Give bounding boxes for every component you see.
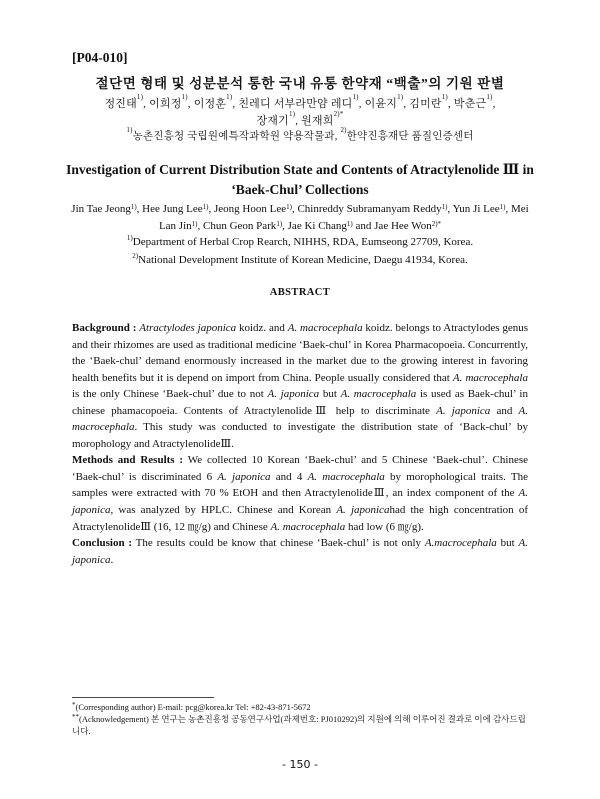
- abstract-text: We collected 10 Korean ‘Baek-chul’ and 5 Chinese ‘Baek-chul’. Chinese ‘Baek-chul’ is discriminated 6: [72, 454, 528, 483]
- section-label: Conclusion :: [72, 537, 133, 550]
- species-name: A. japonica: [336, 504, 390, 517]
- english-affiliation-1: [60, 236, 540, 248]
- section-label: Background :: [72, 322, 137, 334]
- footnote-text: (Acknowledgement) 본 연구는 농촌진흥청 공동연구사업(과제번호: PJ010292)의 지원에 의해 이루어진 결과로 이에 감사드립니다.: [72, 714, 526, 736]
- english-title-line: Investigation of Current Distribution State and Contents of Atractylenolide Ⅲ in: [66, 162, 534, 177]
- author-name: Hee Jung Lee: [142, 203, 203, 215]
- english-affiliation-2: [60, 254, 540, 266]
- footnote-divider: [72, 697, 214, 698]
- author-affiliation-marker: 1): [276, 220, 283, 228]
- species-name: Atractylodes japonica: [139, 322, 237, 334]
- affiliation-text: Department of Herbal Crop Rearch, NIHHS, RDA, Eumseong 27709, Korea.: [132, 236, 474, 248]
- species-name: A. japonica: [72, 537, 528, 566]
- author-affiliation-marker: 1): [286, 203, 292, 211]
- abstract-text: is used as Baek-chul’ in chinese phamacopoeia. Contents of AtractylenolideⅢ help to discriminate: [72, 388, 528, 417]
- abstract-text: had the high concentration of AtractylenolideⅢ (16, 12 ㎎/g) and Chinese: [72, 504, 529, 533]
- species-name: A.macrocephala: [424, 537, 497, 550]
- species-name: A. japonica: [436, 404, 491, 417]
- author-name: 원재희: [301, 115, 334, 127]
- page-number: - 150 -: [282, 758, 318, 771]
- korean-title: 절단면 형태 및 성분분석 통한 국내 유통 한약재 “백출”의 기원 판별: [95, 76, 505, 91]
- author-affiliation-marker: 1): [441, 203, 448, 211]
- affiliation-marker: 1): [126, 234, 133, 242]
- author-affiliation-marker: 1): [352, 93, 359, 101]
- author-name: 이희정: [149, 98, 182, 110]
- abstract-text: by morophological traits. The samples were extracted with 70 % EtOH and then AtractylenolideⅢ, an index component of the: [72, 470, 528, 500]
- abstract-text: koidz. belongs to Atractylodes genus and their rhizomes are used as traditional medicine ‘Baek-chul’ in Korea Pharmacopoeia. Concurrently, the ‘Baek-chul’ demand enormously increased in the market due to the growing interest in favoring health benefits but it is depend on import from China. People usually considered that: [72, 322, 528, 384]
- species-name: A. macrocephala: [452, 371, 528, 384]
- affiliation-marker: 2): [340, 126, 347, 134]
- section-label: Methods and Results :: [72, 454, 184, 467]
- author-name: Jin Tae Jeong: [71, 203, 131, 215]
- species-name: A. japonica: [217, 470, 271, 483]
- english-title: [60, 160, 540, 200]
- footnote-marker: **: [72, 713, 79, 721]
- abstract-text: and: [490, 404, 519, 417]
- abstract-text: is the only Chinese ‘Baek-chul’ due to not: [72, 388, 268, 401]
- author-affiliation-marker: 1): [499, 203, 506, 211]
- abstract-text: koidz. and: [236, 322, 288, 334]
- author-name: Mei Lan Jin: [158, 203, 529, 232]
- species-name: A. macrocephala: [270, 520, 346, 533]
- author-affiliation-marker: 1): [397, 93, 404, 101]
- author-affiliation-marker: 1): [346, 220, 353, 228]
- species-name: A. japonica: [72, 487, 528, 517]
- abstract-text: The results could be know that chinese ‘Baek-chul’ is not only: [132, 537, 425, 550]
- author-affiliation-marker: 2)*: [333, 110, 344, 118]
- author-affiliation-marker: 1): [202, 203, 209, 211]
- species-name: A. macrocephala: [287, 322, 363, 334]
- footnote-text: (Corresponding author) E-mail: pcg@korea.kr Tel: +82-43-871-5672: [75, 702, 311, 712]
- footnote-marker: *: [72, 701, 76, 709]
- background-paragraph: [72, 320, 528, 452]
- author-name: 친레디 서부라만얌 레디: [238, 98, 353, 110]
- author-affiliation-marker: 2)*: [431, 220, 442, 228]
- abstract-text: and 4: [270, 470, 308, 483]
- author-name: Chinreddy Subramanyam Reddy: [297, 203, 442, 215]
- abstract-heading: ABSTRACT: [269, 287, 331, 298]
- abstract-text: but: [319, 388, 341, 401]
- author-affiliation-marker: 1): [130, 203, 137, 211]
- author-name: Jae Ki Chang: [287, 220, 347, 232]
- author-name: Chun Geon Park: [202, 220, 277, 232]
- english-authors: Jin Tae Jeong$^{1)}$, Hee Jung Lee$^{1)}$, Jeong Hoon Lee$^{1)}$, Chinreddy Subramanyam Reddy$^{1)}$, Yun Ji Lee$^{1)}$, Mei Lan Jin$^{1)}$, Chun Geon Park$^{1)}$, Jae Ki Chang$^{1)}$ and Jae Hee Won$^{2)*}$: [71, 203, 529, 232]
- author-name: 장재기: [256, 115, 289, 127]
- author-affiliation-marker: 1): [226, 93, 233, 101]
- author-name: Jeong Hoon Lee: [214, 203, 287, 215]
- abstract-text: but: [496, 537, 519, 550]
- author-name: 이윤지: [364, 98, 398, 110]
- author-name: 김미란: [409, 98, 442, 110]
- author-name: 박춘근: [453, 98, 487, 110]
- affiliation-text: 농촌진흥청 국립원예특작과학원 약용작물과,: [132, 131, 338, 142]
- author-affiliation-marker: 1): [191, 220, 198, 228]
- author-name: 이정훈: [193, 98, 227, 110]
- author-affiliation-marker: 1): [486, 93, 493, 101]
- abstract-text: . This study was conducted to investigate the distribution state of ‘Back-chul’ by morophology and AtractylenolideⅢ.: [72, 421, 528, 450]
- methods-paragraph: [72, 452, 528, 535]
- author-affiliation-marker: 1): [441, 93, 448, 101]
- affiliation-text: National Development Institute of Korean Medicine, Daegu 41934, Korea.: [138, 254, 468, 266]
- abstract-text: , was analyzed by HPLC. Chinese and Korean: [110, 504, 337, 517]
- affiliation-marker: 2): [132, 252, 139, 260]
- english-title-line: ‘Baek-Chul’ Collections: [231, 182, 369, 197]
- abstract-text: had low (6 ㎎/g).: [345, 520, 424, 533]
- author-affiliation-marker: 1): [136, 93, 144, 101]
- author-name: Yun Ji Lee: [452, 203, 500, 215]
- species-name: A. macrocephala: [340, 388, 417, 401]
- footnote-corresponding: [72, 701, 532, 713]
- author-affiliation-marker: 1): [181, 93, 188, 101]
- footnote-acknowledgement: [72, 713, 532, 737]
- author-name: 정진태: [104, 98, 137, 110]
- author-name: Jae Hee Won: [374, 220, 432, 232]
- species-name: A. japonica: [267, 388, 320, 401]
- korean-authors-line1: 정진태$^{1)}$, 이희정$^{1)}$, 이정훈$^{1)}$, 친레디 서부라만얌 레디$^{1)}$, 이윤지$^{1)}$, 김미란$^{1)}$, 박춘근$^{1)}$,: [104, 93, 496, 110]
- abstract-body: [72, 320, 528, 568]
- affiliation-text: 한약진흥재단 품질인증센터: [346, 131, 474, 142]
- abstract-text: .: [110, 553, 114, 566]
- affiliation-marker: 1): [126, 126, 133, 134]
- author-affiliation-marker: 1): [288, 110, 296, 118]
- korean-authors-line2: 장재기$^{1)}$, 원재희$^{2)*}$: [256, 110, 344, 127]
- poster-code: [P04-010]: [72, 50, 128, 65]
- korean-affiliation: [60, 128, 540, 143]
- species-name: A. macrocephala: [72, 404, 528, 434]
- species-name: A. macrocephala: [307, 470, 385, 483]
- conclusion-paragraph: [72, 535, 528, 568]
